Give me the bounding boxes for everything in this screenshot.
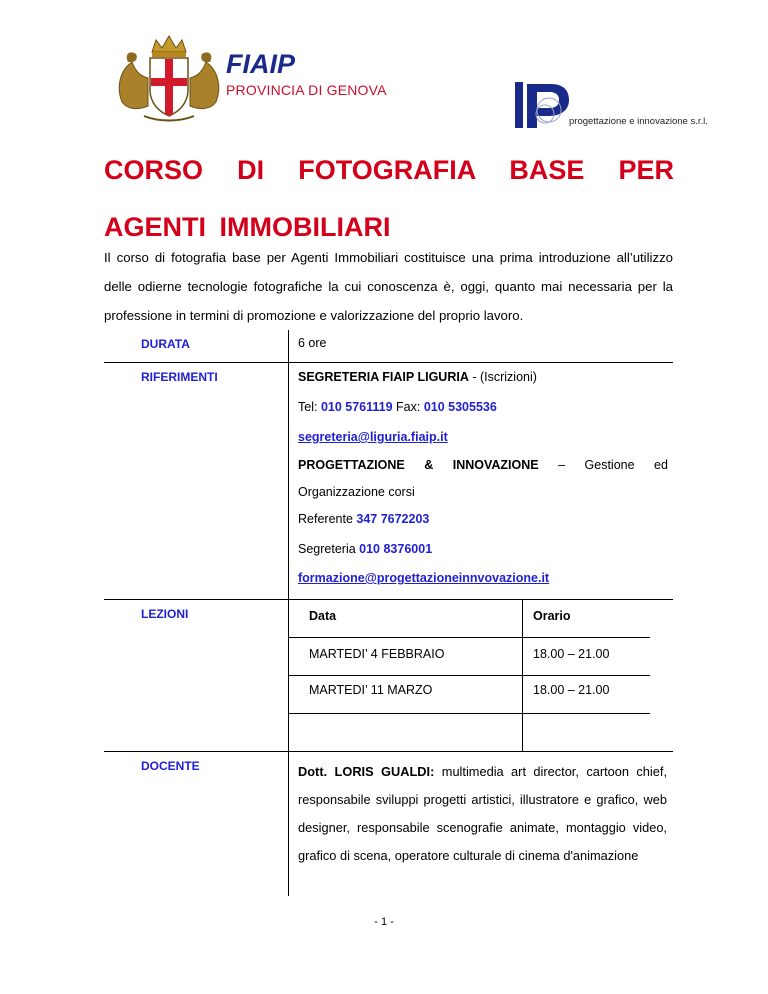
docente-name: Dott. LORIS GUALDI: [298, 764, 435, 779]
lessons-row-divider [288, 675, 650, 676]
prog-word: – [558, 458, 566, 472]
genova-coat-of-arms-logo [114, 32, 224, 124]
svg-text:FIAIP: FIAIP [226, 50, 296, 78]
prog-word: & [424, 458, 434, 472]
durata-value: 6 ore [298, 336, 327, 350]
segreteria-email-line [298, 430, 448, 444]
tel-fax-line [298, 400, 497, 414]
referente-line [298, 512, 429, 526]
segreteria2-line [298, 542, 432, 556]
lezioni-label: LEZIONI [141, 607, 189, 621]
row-divider [104, 599, 673, 600]
segreteria-email-link[interactable]: segreteria@liguria.fiaip.it [298, 430, 448, 444]
fiaip-logo [226, 50, 336, 78]
table-column-divider [288, 330, 289, 896]
fax-number: 010 5305536 [423, 400, 497, 414]
lessons-header-orario: Orario [533, 609, 571, 623]
formazione-email-link[interactable]: formazione@progettazioneinnvovazione.it [298, 571, 550, 585]
docente-description [298, 758, 667, 870]
segreteria2-phone[interactable]: 010 8376001 [359, 542, 433, 556]
referente-phone[interactable]: 347 7672203 [356, 512, 430, 526]
segreteria2-label: Segreteria [298, 542, 360, 556]
lessons-header-data: Data [309, 609, 337, 623]
intro-paragraph: Il corso di fotografia base per Agenti Immobiliari costituisce una prima introduzione all’utilizzo delle odierne tecnologie fotografiche la cui conoscenza è, oggi, quanto mai necessaria per la professione in termini di promozione e valorizzazione del proprio lavoro. [104, 250, 673, 323]
lesson-date: MARTEDI’ 11 MARZO [309, 683, 433, 697]
segreteria-fiaip-note: - (Iscrizioni) [468, 370, 537, 384]
docente-label: DOCENTE [141, 759, 200, 773]
lessons-header-divider [288, 637, 650, 638]
docente-bio: multimedia art director, cartoon chief, responsabile sviluppi progetti artistici, illustratore e grafico, web designer, responsabile scenografie animate, montaggio video, grafico di scena, operatore culturale di cinema d'animazione [298, 764, 668, 863]
row-divider [104, 751, 673, 752]
referente-label: Referente [298, 512, 357, 526]
lesson-time: 18.00 – 21.00 [533, 683, 610, 697]
durata-label: DURATA [141, 337, 190, 351]
progettazione-innovazione-logo [515, 82, 571, 130]
tel-number[interactable]: 010 5761119 [320, 400, 393, 414]
tel-label: Tel: [298, 400, 321, 414]
lessons-row-divider [288, 713, 650, 714]
progettazione-line [298, 458, 668, 472]
lesson-date: MARTEDI’ 4 FEBBRAIO [309, 647, 445, 661]
lessons-column-divider [522, 600, 523, 751]
fiaip-province-label: PROVINCIA DI GENOVA [226, 82, 387, 98]
prog-word: Gestione [584, 458, 635, 472]
pi-company-name: progettazione e innovazione s.r.l. [569, 116, 708, 127]
fax-label: Fax: [392, 400, 424, 414]
riferimenti-label: RIFERIMENTI [141, 370, 218, 384]
prog-word: INNOVAZIONE [452, 458, 539, 472]
segreteria-fiaip-line [298, 370, 537, 384]
formazione-email-line [298, 571, 549, 585]
prog-word: PROGETTAZIONE [298, 458, 405, 472]
lesson-time: 18.00 – 21.00 [533, 647, 610, 661]
page-title: CORSO DI FOTOGRAFIA BASE PER AGENTI IMMOBILIARI [104, 155, 674, 242]
segreteria-fiaip-name: SEGRETERIA FIAIP LIGURIA [298, 370, 469, 384]
page-number: - 1 - [374, 916, 394, 928]
row-divider [104, 362, 673, 363]
organizzazione-corsi-line: Organizzazione corsi [298, 485, 415, 499]
prog-word: ed [654, 458, 668, 472]
